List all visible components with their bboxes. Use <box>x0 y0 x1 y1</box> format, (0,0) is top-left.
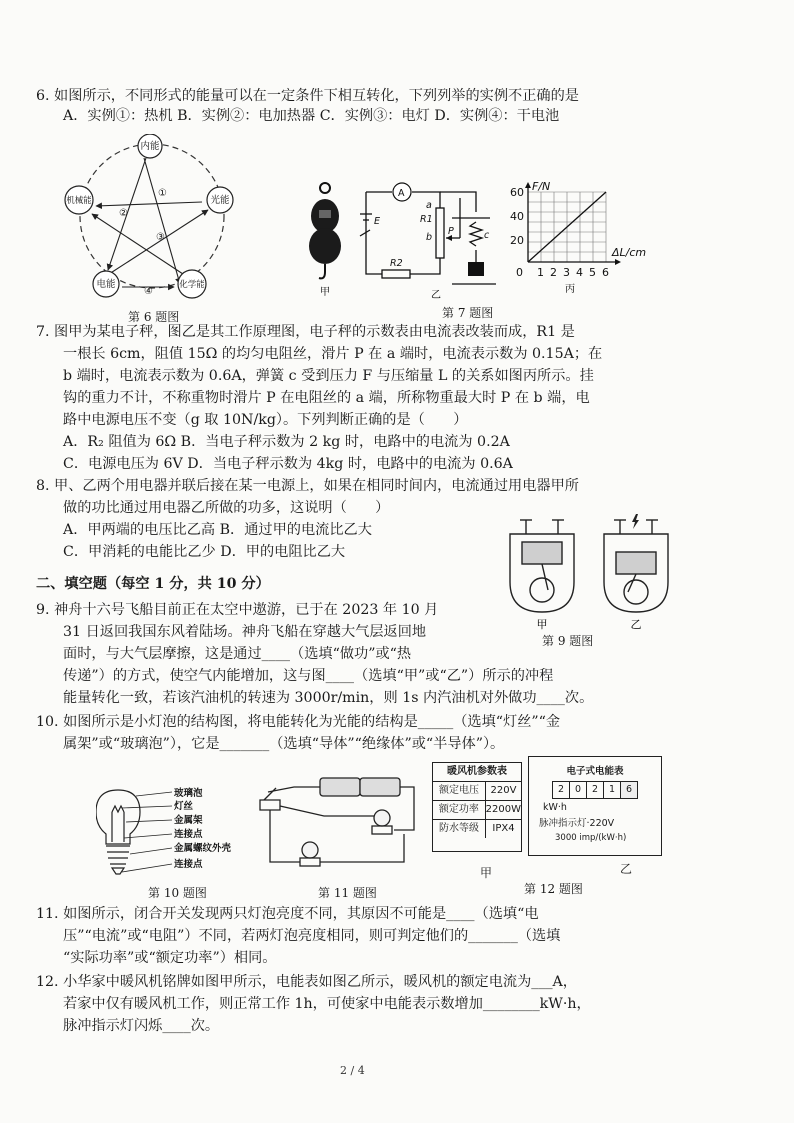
q8-options-cd: C．甲消耗的电能比乙少 D．甲的电阻比乙大 <box>63 544 346 560</box>
fig12-meter-digit-1: 2 <box>552 781 570 799</box>
fig7-label-bing: 丙 <box>565 284 575 295</box>
q10-line-2: 属架”或“玻璃泡”），它是_______（选填“导体”“绝缘体”或“半导体”）。 <box>63 736 505 752</box>
fig7-graph-ylabel: F/N <box>532 180 551 193</box>
q8-options-ab: A．甲两端的电压比乙高 B．通过甲的电流比乙大 <box>63 522 372 538</box>
fig7-ytick-60: 60 <box>510 186 524 199</box>
fig7-label-jia: 甲 <box>320 287 330 298</box>
fig7-xtick-6: 6 <box>602 266 609 279</box>
fig10-label-screw-shell: 金属螺纹外壳 <box>174 843 232 854</box>
fig12-row-water-label: 防水等级 <box>433 820 486 838</box>
fig7-ammeter-label: A <box>398 188 405 199</box>
q9-line-1: 9. 神舟十六号飞船目前正在太空中遨游，已于在 2023 年 10 月 <box>36 602 439 618</box>
marker-3: ③ <box>156 232 165 243</box>
fig7-xtick-2: 2 <box>550 266 557 279</box>
q10-line-1: 10. 如图所示是小灯泡的结构图，将电能转化为光能的结构是_____（选填“灯丝”“金 <box>36 714 561 730</box>
fig7-end-a: a <box>426 200 432 211</box>
q8-line-2: 做的功比通过用电器乙所做的功多，这说明（ ） <box>63 500 390 516</box>
section-2-title: 二、填空题（每空 1 分，共 10 分） <box>36 576 270 592</box>
fig11-caption: 第 11 题图 <box>318 886 377 900</box>
fig9-label-jia: 甲 <box>536 618 548 631</box>
fig7-xtick-0: 0 <box>516 266 523 279</box>
fig12-meter-unit: kW·h <box>543 802 567 813</box>
fig7-xtick-4: 4 <box>576 266 583 279</box>
q9-line-4: 传递”）的方式，使空气内能增加，这与图____（选填“甲”或“乙”）所示的冲程 <box>63 668 554 684</box>
q9-line-3: 面时，与大气层摩擦，这是通过____（选填“做功”或“热 <box>63 646 412 662</box>
fig12-caption: 第 12 题图 <box>524 882 583 896</box>
node-electric-energy: 电能 <box>96 279 116 290</box>
fig10-label-contact-1: 连接点 <box>174 829 203 840</box>
node-mechanical-energy: 机械能 <box>66 196 92 206</box>
fig6-caption: 第 6 题图 <box>128 310 180 324</box>
fig7-label-yi: 乙 <box>431 290 441 301</box>
fig7-slider-p: P <box>448 226 454 237</box>
fig11-two-bulb-circuit <box>254 770 424 880</box>
marker-4: ④ <box>144 286 153 297</box>
fig6-energy-diagram <box>62 134 242 304</box>
fig10-label-filament: 灯丝 <box>174 801 194 812</box>
q8-line-1: 8. 甲、乙两个用电器并联后接在某一电源上，如果在相同时间内，电流通过用电器甲所 <box>36 478 579 494</box>
fig7-xtick-1: 1 <box>537 266 544 279</box>
fig7-ytick-40: 40 <box>510 210 524 223</box>
fig12-label-yi: 乙 <box>620 862 633 876</box>
fig7-r1-label: R1 <box>420 214 433 225</box>
q7-options-ab: A．R₂ 阻值为 6Ω B．当电子秤示数为 2 kg 时，电路中的电流为 0.2A <box>63 434 510 450</box>
fig10-bulb-structure <box>96 782 246 882</box>
fig7-ytick-20: 20 <box>510 234 524 247</box>
fig10-caption: 第 10 题图 <box>148 886 207 900</box>
node-internal-energy: 内能 <box>140 141 160 152</box>
fig7-circuit-yi <box>356 178 516 302</box>
fig12-row-voltage-label: 额定电压 <box>433 782 486 800</box>
fig7-spring-c: c <box>484 230 490 241</box>
q12-line-1: 12. 小华家中暖风机铭牌如图甲所示，电能表如图乙所示，暖风机的额定电流为___A， <box>36 974 577 990</box>
q6-stem: 6. 如图所示，不同形式的能量可以在一定条件下相互转化，下列列举的实例不正确的是 <box>36 88 579 104</box>
fig12-meter-digit-3: 2 <box>587 781 604 799</box>
fig9-engine-strokes <box>500 512 680 632</box>
fig7-xtick-3: 3 <box>563 266 570 279</box>
fig12-meter-digit-5: 6 <box>621 781 638 799</box>
fig10-label-contact-2: 连接点 <box>174 859 203 870</box>
fig10-label-glass: 玻璃泡 <box>174 788 203 799</box>
fig12-energy-meter <box>528 756 662 856</box>
fig7-scale-jia <box>300 180 350 300</box>
q7-options-cd: C．电源电压为 6V D．当电子秤示数为 4kg 时，电路中的电流为 0.6A <box>63 456 513 472</box>
q7-line-4: 钩的重力不计，不称重物时滑片 P 在电阻丝的 a 端，所称物重最大时 P 在 b 端，电 <box>63 390 590 406</box>
q11-line-2: 压”“电流”或“电阻”）不同，若两灯泡亮度相同，则可判定他们的_______（选填 <box>63 928 561 944</box>
q7-line-1: 7. 图甲为某电子秤，图乙是其工作原理图，电子秤的示数表由电流表改装而成，R1 是 <box>36 324 575 340</box>
fig10-label-metal-frame: 金属架 <box>174 815 203 826</box>
fig12-label-jia: 甲 <box>480 866 493 880</box>
q7-line-5: 路中电源电压不变（g 取 10N/kg）。下列判断正确的是（ ） <box>63 412 468 428</box>
fig7-r2-label: R2 <box>390 258 403 269</box>
q12-line-3: 脉冲指示灯闪烁____次。 <box>63 1018 220 1034</box>
node-chemical-energy: 化学能 <box>179 280 205 290</box>
fig7-caption: 第 7 题图 <box>442 306 494 320</box>
fig9-caption: 第 9 题图 <box>542 634 594 648</box>
fig12-table-title: 暖风机参数表 <box>433 763 521 782</box>
fig12-meter-line-2: 3000 imp/(kW·h) <box>555 833 627 843</box>
fig12-meter-line-1: 脉冲指示灯·220V <box>539 818 615 829</box>
fig7-end-b: b <box>426 232 433 243</box>
fig9-label-yi: 乙 <box>630 618 642 631</box>
fig7-graph-xlabel: ΔL/cm <box>612 246 647 259</box>
fig12-row-power-value: 2200W <box>485 804 521 815</box>
fig12-row-power-label: 额定功率 <box>433 801 486 819</box>
fig12-param-table <box>432 762 522 852</box>
fig12-meter-title: 电子式电能表 <box>566 766 624 777</box>
fig12-meter-digit-2: 0 <box>570 781 587 799</box>
q6-options: A．实例①：热机 B．实例②：电加热器 C．实例③：电灯 D．实例④：干电池 <box>63 108 560 124</box>
q7-line-2: 一根长 6cm，阻值 15Ω 的均匀电阻丝，滑片 P 在 a 端时，电流表示数为 0.15A；在 <box>63 346 603 362</box>
q11-line-3: “实际功率”或“额定功率”）相同。 <box>63 950 277 966</box>
fig12-row-voltage-value: 220V <box>490 785 517 796</box>
fig7-graph-bing <box>506 180 670 298</box>
fig7-source-label: E <box>374 216 381 227</box>
q9-line-2: 31 日返回我国东风着陆场。神舟飞船在穿越大气层返回地 <box>63 624 427 640</box>
fig12-meter-digit-4: 1 <box>604 781 621 799</box>
marker-1: ① <box>158 188 167 199</box>
q11-line-1: 11. 如图所示，闭合开关发现两只灯泡亮度不同，其原因不可能是____（选填“电 <box>36 906 539 922</box>
q7-line-3: b 端时，电流表示数为 0.6A，弹簧 c 受到压力 F 与压缩量 L 的关系如图丙所示。挂 <box>63 368 594 384</box>
q9-line-5: 能量转化一致，若该汽油机的转速为 3000r/min，则 1s 内汽油机对外做功____次。 <box>63 690 594 706</box>
marker-2: ② <box>119 208 128 219</box>
page-number: 2 / 4 <box>340 1064 365 1077</box>
q12-line-2: 若家中仅有暖风机工作，则正常工作 1h，可使家中电能表示数增加________kW·h， <box>63 996 591 1012</box>
node-light-energy: 光能 <box>210 195 230 206</box>
fig12-row-water-value: IPX4 <box>492 823 515 834</box>
fig7-xtick-5: 5 <box>589 266 596 279</box>
